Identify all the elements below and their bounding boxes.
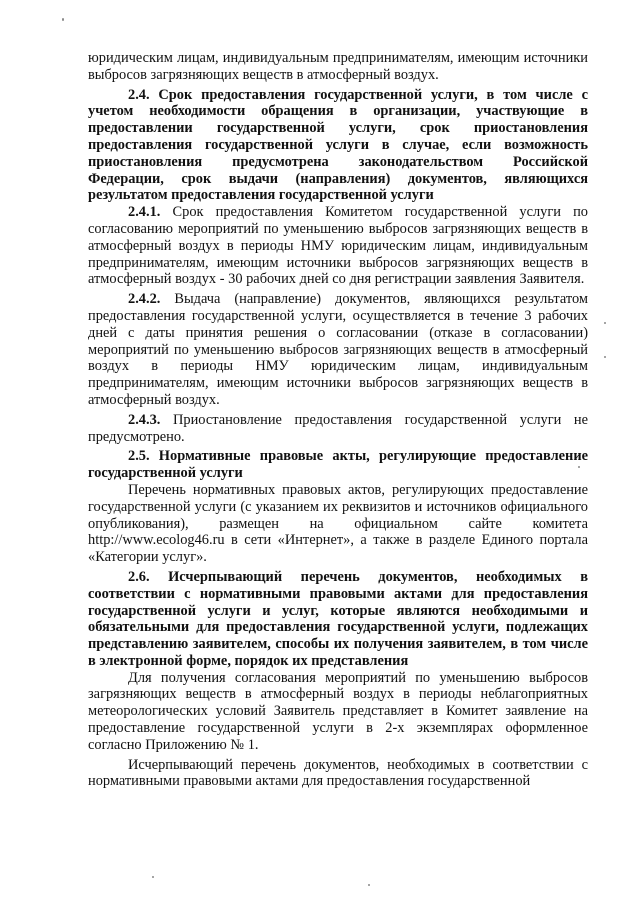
- section-heading-2-5: 2.5. Нормативные правовые акты, регулирующие предоставление государственной услуги: [88, 448, 588, 482]
- clause-text: Срок предоставления Комитетом государственной услуги по согласованию мероприятий по уменьшению выбросов загрязняющих веществ в атмосферный воздух в периоды НМУ юридическим лицам, индивидуальным предпринимателям, имеющим источники выбросов загрязняющих веществ в атмосферный воздух - 30 рабочих дней со дня регистрации заявления Заявителя.: [88, 204, 588, 288]
- clause-number: 2.4.2.: [128, 291, 161, 308]
- clause-text: Выдача (направление) документов, являющихся результатом предоставления государственной услуги, осуществляется в течение 3 рабочих дней с даты принятия решения о согласовании (отказе в согласовании) мероприятий по уменьшению выбросов загрязняющих веществ в атмосферный воздух в периоды НМУ юридическим лицам, индивидуальным предпринимателям, имеющим источники выбросов загрязняющих веществ в атмосферный воздух.: [88, 291, 588, 408]
- section-heading-2-6: 2.6. Исчерпывающий перечень документов, необходимых в соответствии с нормативными правовыми актами для предоставления государственной услуги и услуг, которые являются необходимыми и обязательными для предоставления государственной услуги, подлежащих представлению заявителем, способы их получения заявителем, в том числе в электронной форме, порядок их представления: [88, 568, 588, 669]
- scan-speck: [152, 876, 154, 878]
- clause-number: 2.4.1.: [128, 204, 161, 221]
- paragraph-2-4-1: [88, 204, 588, 288]
- document-page: [88, 50, 588, 790]
- scan-speck: [604, 356, 606, 358]
- paragraph-2-4-2: [88, 291, 588, 409]
- clause-number: 2.4.3.: [128, 411, 161, 428]
- paragraph-2-6-list-intro: Исчерпывающий перечень документов, необходимых в соответствии с нормативными правовыми актами для предоставления государственной: [88, 756, 588, 790]
- scan-speck: [368, 884, 370, 886]
- paragraph-2-5-body: Перечень нормативных правовых актов, регулирующих предоставление государственной услуги (с указанием их реквизитов и источников официального опубликования), размещен на официальном сайте комитета http://www.ecolog46.ru в сети «Интернет», а также в разделе Единого портала «Категории услуг».: [88, 481, 588, 566]
- section-heading-2-4: 2.4. Срок предоставления государственной услуги, в том числе с учетом необходимости обращения в организации, участвующие в предоставлении государственной услуги, срок приостановления предоставления государственной услуги в случае, если возможность приостановления предусмотрена законодательством Российской Федерации, срок выдачи (направления) документов, являющихся результатом предоставления государственной услуги: [88, 86, 588, 204]
- clause-text: Приостановление предоставления государственной услуги не предусмотрено.: [88, 411, 588, 445]
- paragraph-2-4-3: [88, 412, 588, 446]
- paragraph-2-6-body: Для получения согласования мероприятий по уменьшению выбросов загрязняющих веществ в атмосферный воздух в периоды неблагоприятных метеорологических условий Заявитель представляет в Комитет заявление на предоставление государственной услуги в 2-х экземплярах оформленное согласно Приложению № 1.: [88, 669, 588, 753]
- scan-speck: [578, 466, 580, 468]
- scan-speck: [604, 322, 606, 324]
- paragraph-continuation: юридическим лицам, индивидуальным предпринимателям, имеющим источники выбросов загрязняющих веществ в атмосферный воздух.: [88, 50, 588, 83]
- scan-speck: [62, 18, 64, 21]
